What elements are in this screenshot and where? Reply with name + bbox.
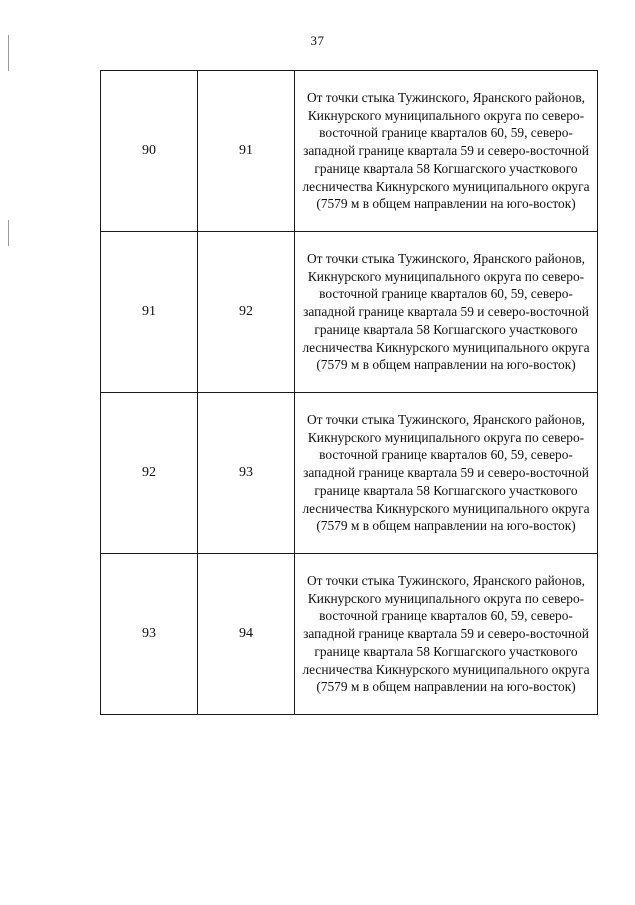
from-point-cell: 90 [101, 71, 198, 232]
boundary-description-cell: От точки стыка Тужинского, Яранского районов, Кикнурского муниципального округа по северо-восточной границе кварталов 60, 59, северо-западной границе квартала 59 и северо-восточной границе квартала 58 Когшагского участкового лесничества Кикнурского муниципального округа (7579 м в общем направлении на юго-восток) [295, 232, 598, 393]
boundary-description-cell: От точки стыка Тужинского, Яранского районов, Кикнурского муниципального округа по северо-восточной границе кварталов 60, 59, северо-западной границе квартала 59 и северо-восточной границе квартала 58 Когшагского участкового лесничества Кикнурского муниципального округа (7579 м в общем направлении на юго-восток) [295, 393, 598, 554]
to-point-cell: 92 [198, 232, 295, 393]
to-point-cell: 94 [198, 554, 295, 715]
to-point-cell: 91 [198, 71, 295, 232]
from-point-cell: 91 [101, 232, 198, 393]
boundary-description-cell: От точки стыка Тужинского, Яранского районов, Кикнурского муниципального округа по северо-восточной границе кварталов 60, 59, северо-западной границе квартала 59 и северо-восточной границе квартала 58 Когшагского участкового лесничества Кикнурского муниципального округа (7579 м в общем направлении на юго-восток) [295, 71, 598, 232]
scan-margin-mark [8, 35, 9, 71]
from-point-cell: 92 [101, 393, 198, 554]
boundary-description-cell: От точки стыка Тужинского, Яранского районов, Кикнурского муниципального округа по северо-восточной границе кварталов 60, 59, северо-западной границе квартала 59 и северо-восточной границе квартала 58 Когшагского участкового лесничества Кикнурского муниципального округа (7579 м в общем направлении на юго-восток) [295, 554, 598, 715]
table-row [101, 71, 598, 232]
from-point-cell: 93 [101, 554, 198, 715]
scan-margin-mark [8, 220, 9, 246]
table-row [101, 554, 598, 715]
table-row [101, 232, 598, 393]
to-point-cell: 93 [198, 393, 295, 554]
page-number: 37 [310, 33, 325, 48]
boundary-description-table [100, 70, 598, 715]
table-row [101, 393, 598, 554]
